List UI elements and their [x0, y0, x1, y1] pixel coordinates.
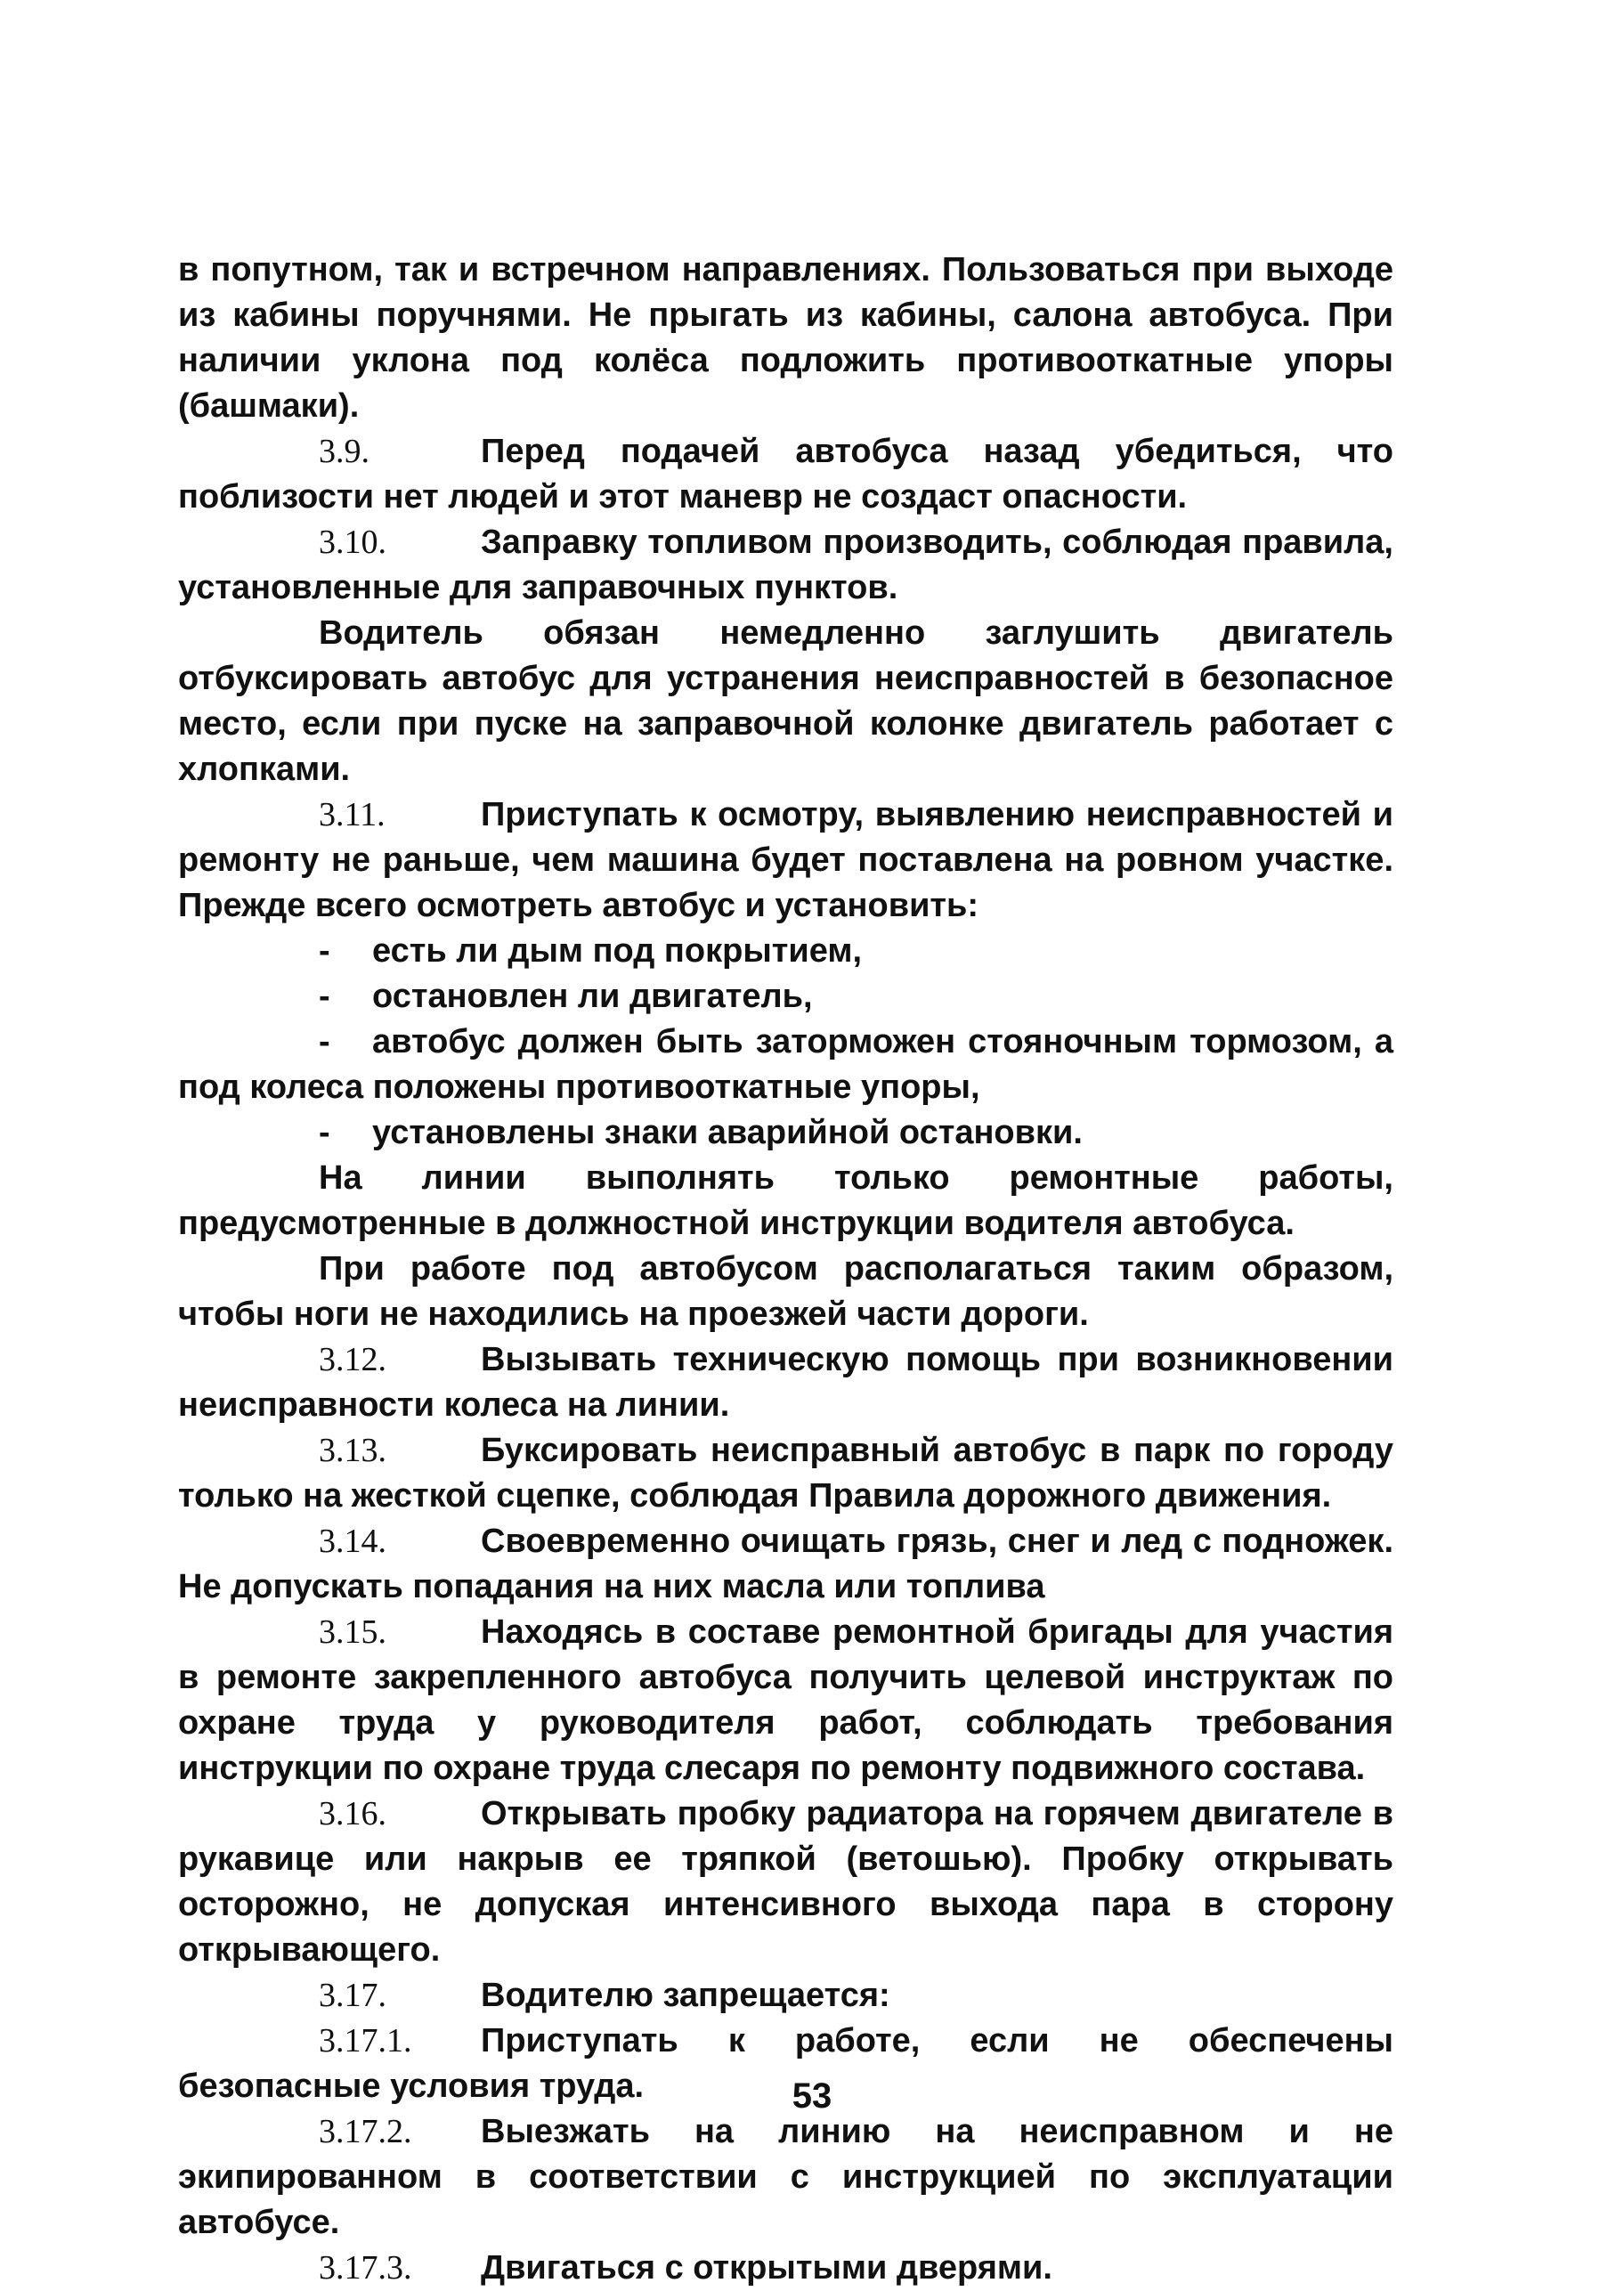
clause-number: 3.16.: [319, 1795, 386, 1832]
paragraph-text: Приступать к осмотру, выявлению неисправностей и ремонту не раньше, чем машина будет поставлена на ровном участке. Прежде всего осмотреть автобус и установить:: [178, 796, 1393, 924]
paragraph-text: Водителю запрещается:: [481, 1977, 890, 2014]
bullet-marker: -: [319, 1114, 330, 1151]
clause-number: 3.11.: [319, 796, 386, 833]
paragraph-text: При работе под автобусом располагаться таким образом, чтобы ноги не находились на проезжей части дороги.: [178, 1250, 1393, 1333]
bullet-marker: -: [319, 1023, 330, 1060]
bullet-text: есть ли дым под покрытием,: [372, 932, 863, 970]
paragraph-3-15: [178, 1610, 1393, 1791]
bullet-item: [178, 974, 1393, 1020]
paragraph-text: Заправку топливом производить, соблюдая правила, установленные для заправочных пунктов.: [178, 524, 1393, 606]
paragraph-3-14: [178, 1519, 1393, 1610]
paragraph-3-12: [178, 1337, 1393, 1428]
clause-number: 3.12.: [319, 1341, 386, 1378]
document-body: [178, 248, 1393, 2291]
paragraph-line-repairs: [178, 1156, 1393, 1247]
bullet-text: остановлен ли двигатель,: [372, 978, 813, 1015]
paragraph-text: Открывать пробку радиатора на горячем двигателе в рукавице или накрыв ее тряпкой (ветошью). Пробку открывать осторожно, не допуская интенсивного выхода пара в сторону открывающего.: [178, 1795, 1393, 1969]
bullet-item: [178, 1110, 1393, 1156]
paragraph-text: Буксировать неисправный автобус в парк по городу только на жесткой сцепке, соблюдая Правила дорожного движения.: [178, 1432, 1393, 1515]
paragraph-text: Своевременно очищать грязь, снег и лед с подножек. Не допускать попадания на них масла или топлива: [178, 1523, 1393, 1605]
paragraph-3-17-2: [178, 2109, 1393, 2246]
paragraph-3-10: [178, 520, 1393, 611]
clause-number: 3.13.: [319, 1432, 386, 1469]
paragraph-text: в попутном, так и встречном направлениях. Пользоваться при выходе из кабины поручнями. Не прыгать из кабины, салона автобуса. При наличии уклона под колёса подложить противооткатные упоры (башмаки).: [178, 251, 1393, 425]
clause-number: 3.15.: [319, 1613, 386, 1651]
paragraph-text: Водитель обязан немедленно заглушить двигатель отбуксировать автобус для устранения неисправностей в безопасное место, если при пуске на заправочной колонке двигатель работает с хлопками.: [178, 614, 1393, 788]
bullet-text: автобус должен быть заторможен стояночным тормозом, а под колеса положены противооткатные упоры,: [178, 1023, 1393, 1106]
paragraph-text: Вызывать техническую помощь при возникновении неисправности колеса на линии.: [178, 1341, 1393, 1424]
paragraph-3-9: [178, 429, 1393, 520]
bullet-item: [178, 929, 1393, 974]
clause-number: 3.9.: [319, 433, 369, 470]
page-number: 53: [792, 2076, 832, 2116]
bullet-marker: -: [319, 932, 330, 970]
paragraph-under-bus: [178, 1247, 1393, 1337]
clause-number: 3.17.2.: [319, 2113, 412, 2150]
paragraph-3-17: [178, 1973, 1393, 2019]
bullet-marker: -: [319, 978, 330, 1015]
paragraph-3-17-3: [178, 2246, 1393, 2291]
paragraph-3-11: [178, 792, 1393, 929]
paragraph-continuation: [178, 248, 1393, 429]
paragraph-driver-obligation: [178, 611, 1393, 792]
paragraph-text: Двигаться с открытыми дверями.: [481, 2249, 1052, 2287]
paragraph-text: Перед подачей автобуса назад убедиться, что поблизости нет людей и этот маневр не создаст опасности.: [178, 433, 1393, 516]
bullet-item: [178, 1020, 1393, 1110]
paragraph-text: На линии выполнять только ремонтные работы, предусмотренные в должностной инструкции водителя автобуса.: [178, 1159, 1393, 1242]
clause-number: 3.14.: [319, 1523, 386, 1560]
clause-number: 3.17.: [319, 1977, 386, 2014]
paragraph-text: Приступать к работе, если не обеспечены безопасные условия труда.: [178, 2022, 1393, 2105]
paragraph-3-16: [178, 1791, 1393, 1973]
paragraph-text: Выезжать на линию на неисправном и не экипированном в соответствии с инструкцией по эксплуатации автобусе.: [178, 2113, 1393, 2241]
clause-number: 3.17.1.: [319, 2022, 412, 2059]
paragraph-text: Находясь в составе ремонтной бригады для участия в ремонте закрепленного автобуса получить целевой инструктаж по охране труда у руководителя работ, соблюдать требования инструкции по охране труда слесаря по ремонту подвижного состава.: [178, 1613, 1393, 1787]
bullet-text: установлены знаки аварийной остановки.: [372, 1114, 1083, 1151]
clause-number: 3.17.3.: [319, 2249, 412, 2287]
clause-number: 3.10.: [319, 524, 386, 561]
paragraph-3-13: [178, 1428, 1393, 1519]
